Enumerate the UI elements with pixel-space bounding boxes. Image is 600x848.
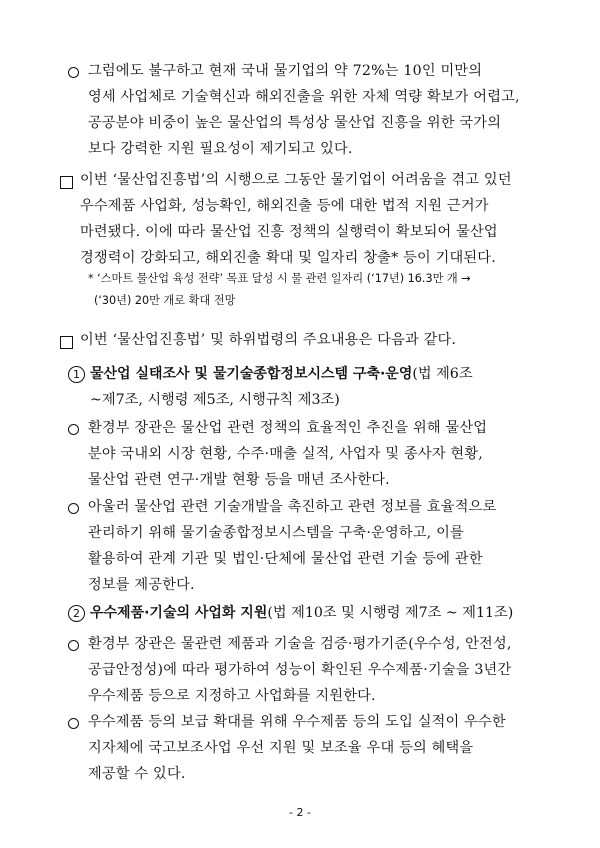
heading-survey-system (90, 361, 550, 413)
text-line: 이번 ‘물산업진흥법’의 시행으로 그동안 물기업이 어려움을 겪고 있던 (80, 172, 512, 188)
text-line: 관리하기 위해 물기술종합정보시스템을 구축·운영하고, 이를 (88, 525, 464, 541)
paragraph-info-system (88, 494, 548, 598)
heading-bold-text: 물산업 실태조사 및 물기술종합정보시스템 구축·운영 (90, 366, 413, 382)
text-line: 경쟁력이 강화되고, 해외진출 확대 및 일자리 창출* 등이 기대된다. (80, 250, 496, 266)
text-line: 정보를 제공한다. (88, 577, 195, 593)
text-line: 공공분야 비중이 높은 물산업의 특성상 물산업 진흥을 위한 국가의 (88, 115, 502, 131)
paragraph-main-contents (80, 327, 550, 353)
paragraph-annual-survey (88, 415, 548, 493)
text-line: 아울러 물산업 관련 기술개발을 촉진하고 관련 정보를 효율적으로 (88, 499, 497, 515)
text-line: 영세 사업체로 기술혁신과 해외진출을 위한 자체 역량 확보가 어렵고, (88, 89, 520, 105)
text-line: 보다 강력한 지원 필요성이 제기되고 있다. (88, 141, 353, 157)
text-line: 분야 국내외 시장 현황, 수주·매출 실적, 사업자 및 종사자 현황, (88, 446, 483, 462)
text-line: 지자체에 국고보조사업 우선 지원 및 보조율 우대 등의 혜택을 (88, 740, 474, 756)
text-line: 우수제품 등으로 지정하고 사업화를 지원한다. (88, 688, 376, 704)
heading-law-ref: (법 제6조 (412, 366, 473, 382)
circled-number-two-icon: 2 (68, 605, 85, 622)
paragraph-excellent-products (88, 631, 548, 709)
heading-bold-text: 우수제품·기술의 사업화 지원 (90, 605, 268, 621)
text-line: 제공할 수 있다. (88, 766, 186, 782)
footnote-jobs (88, 268, 548, 312)
text-line: 공급안정성)에 따라 평가하여 성능이 확인된 우수제품·기술을 3년간 (88, 662, 512, 678)
square-bullet-icon (60, 176, 73, 189)
circled-number-one-icon: 1 (68, 366, 85, 383)
text-line: 환경부 장관은 물산업 관련 정책의 효율적인 추진을 위해 물산업 (88, 420, 488, 436)
text-line: 우수제품 등의 보급 확대를 위해 우수제품 등의 도입 실적이 우수한 (88, 714, 506, 730)
circle-bullet-icon (68, 67, 79, 78)
text-line: 이번 ‘물산업진흥법’ 및 하위법령의 주요내용은 다음과 같다. (80, 332, 457, 348)
text-line: (‘30년) 20만 개로 확대 전망 (94, 294, 236, 307)
text-line: 그럼에도 불구하고 현재 국내 물기업의 약 72%는 10인 미만의 (88, 63, 483, 79)
paragraph-subsidy-benefits (88, 709, 548, 787)
circle-bullet-icon (68, 718, 79, 729)
text-line: 활용하여 관계 기관 및 법인·단체에 물산업 관련 기술 등에 관한 (88, 551, 483, 567)
circle-bullet-icon (68, 503, 79, 514)
text-line: 환경부 장관은 물관련 제품과 기술을 검증·평가기준(우수성, 안전성, (88, 636, 512, 652)
paragraph-law-enforcement (80, 167, 550, 271)
heading-law-ref: (법 제10조 및 시행령 제7조 ~ 제11조) (267, 605, 514, 621)
heading-commercialization (90, 600, 550, 626)
heading-law-ref-continued: ~제7조, 시행령 제5조, 시행규칙 제3조) (90, 392, 340, 408)
text-line: 물산업 관련 연구·개발 현황 등을 매년 조사한다. (88, 472, 390, 488)
page-number: - 2 - (289, 806, 311, 819)
paragraph-small-firms (88, 58, 548, 162)
text-line: 마련됐다. 이에 따라 물산업 진흥 정책의 실행력이 확보되어 물산업 (80, 224, 498, 240)
square-bullet-icon (60, 336, 73, 349)
text-line: 우수제품 사업화, 성능확인, 해외진출 등에 대한 법적 지원 근거가 (80, 198, 489, 214)
circle-bullet-icon (68, 424, 79, 435)
text-line: * ‘스마트 물산업 육성 전략’ 목표 달성 시 물 관련 일자리 (‘17년) 16.3만 개 → (88, 272, 471, 285)
circle-bullet-icon (68, 640, 79, 651)
